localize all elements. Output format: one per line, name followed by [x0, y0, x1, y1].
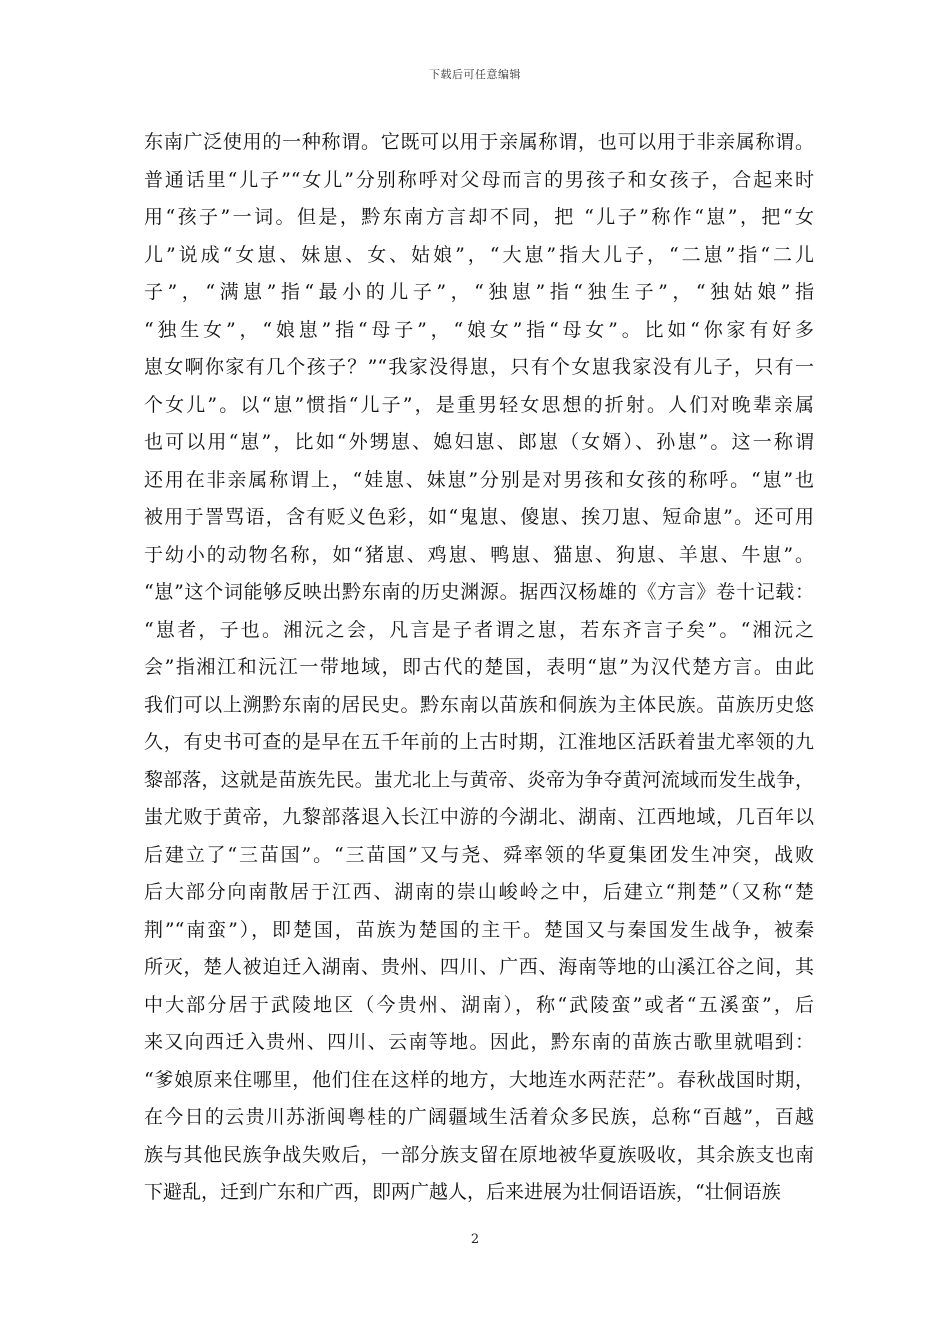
text-line: 所灭，楚人被迫迁入湖南、贵州、四川、广西、海南等地的山溪江谷之间，其	[144, 956, 814, 978]
text-line: “爹娘原来住哪里，他们住在这样的地方，大地连水两茫茫”。春秋战国时期，	[144, 1068, 814, 1091]
text-line: 被用于詈骂语，含有贬义色彩，如“鬼崽、傻崽、挨刀崽、短命崽”。还可用	[144, 506, 814, 528]
text-line: 也可以用“崽”，比如“外甥崽、媳妇崽、郎崽（女婿）、孙崽”。这一称谓	[144, 431, 814, 453]
text-line: 还用在非亲属称谓上，“娃崽、妹崽”分别是对男孩和女孩的称呼。“崽”也	[144, 468, 814, 491]
text-line: 族与其他民族争战失败后，一部分族支留在原地被华夏族吸收，其余族支也南	[144, 1143, 814, 1166]
text-line: “独生女”，“娘崽”指“母子”，“娘女”指“母女”。比如“你家有好多	[144, 318, 814, 341]
text-line: 我们可以上溯黔东南的居民史。黔东南以苗族和侗族为主体民族。苗族历史悠	[144, 693, 814, 716]
text-line: 崽女啊你家有几个孩子？”“我家没得崽，只有个女崽我家没有儿子，只有一	[144, 356, 814, 378]
text-line: 用“孩子”一词。但是，黔东南方言却不同，把 “儿子”称作“崽”，把“女	[144, 206, 814, 228]
text-line: 在今日的云贵川苏浙闽粤桂的广阔疆域生活着众多民族，总称“百越”，百越	[144, 1106, 814, 1128]
text-line: 普通话里“儿子”“女儿”分别称呼对父母而言的男孩子和女孩子，合起来时	[144, 168, 814, 191]
text-line: “崽”这个词能够反映出黔东南的历史渊源。据西汉杨雄的《方言》卷十记载：	[144, 581, 814, 603]
text-line: 儿”说成“女崽、妹崽、女、姑娘”，“大崽”指大儿子，“二崽”指“二儿	[144, 243, 814, 266]
page-header: 下载后可任意编辑	[429, 68, 521, 81]
text-line: 于幼小的动物名称，如“猪崽、鸡崽、鸭崽、猫崽、狗崽、羊崽、牛崽”。	[144, 543, 814, 566]
body-text	[144, 124, 814, 1212]
text-line: 会”指湘江和沅江一带地域，即古代的楚国，表明“崽”为汉代楚方言。由此	[144, 656, 814, 678]
text-line: 来又向西迁入贵州、四川、云南等地。因此，黔东南的苗族古歌里就唱到：	[144, 1031, 814, 1053]
text-line: 中大部分居于武陵地区（今贵州、湖南），称“武陵蛮”或者“五溪蛮”，后	[144, 993, 814, 1016]
page-number: 2	[470, 1232, 480, 1247]
text-line: 东南广泛使用的一种称谓。它既可以用于亲属称谓，也可以用于非亲属称谓。	[144, 131, 814, 153]
text-line: 后建立了“三苗国”。“三苗国”又与尧、舜率领的华夏集团发生冲突，战败	[144, 843, 814, 866]
text-line: 黎部落，这就是苗族先民。蚩尤北上与黄帝、炎帝为争夺黄河流域而发生战争，	[144, 768, 814, 791]
text-line: 个女儿”。以“崽”惯指“儿子”，是重男轻女思想的折射。人们对晚辈亲属	[144, 393, 814, 416]
text-line: 下避乱，迁到广东和广西，即两广越人，后来进展为壮侗语语族，“壮侗语族	[144, 1181, 781, 1203]
text-line: “崽者，子也。湘沅之会，凡言是子者谓之崽，若东齐言子矣”。“湘沅之	[144, 618, 814, 641]
text-line: 荆”“南蛮”），即楚国，苗族为楚国的主干。楚国又与秦国发生战争，被秦	[144, 918, 814, 941]
text-line: 子”，“满崽”指“最小的儿子”，“独崽”指“独生子”，“独姑娘”指	[144, 281, 814, 303]
text-line: 久，有史书可查的是早在五千年前的上古时期，江淮地区活跃着蚩尤率领的九	[144, 731, 814, 753]
text-line: 后大部分向南散居于江西、湖南的崇山峻岭之中，后建立“荆楚”（又称“楚	[144, 881, 814, 903]
text-line: 蚩尤败于黄帝，九黎部落退入长江中游的今湖北、湖南、江西地域，几百年以	[144, 806, 814, 828]
